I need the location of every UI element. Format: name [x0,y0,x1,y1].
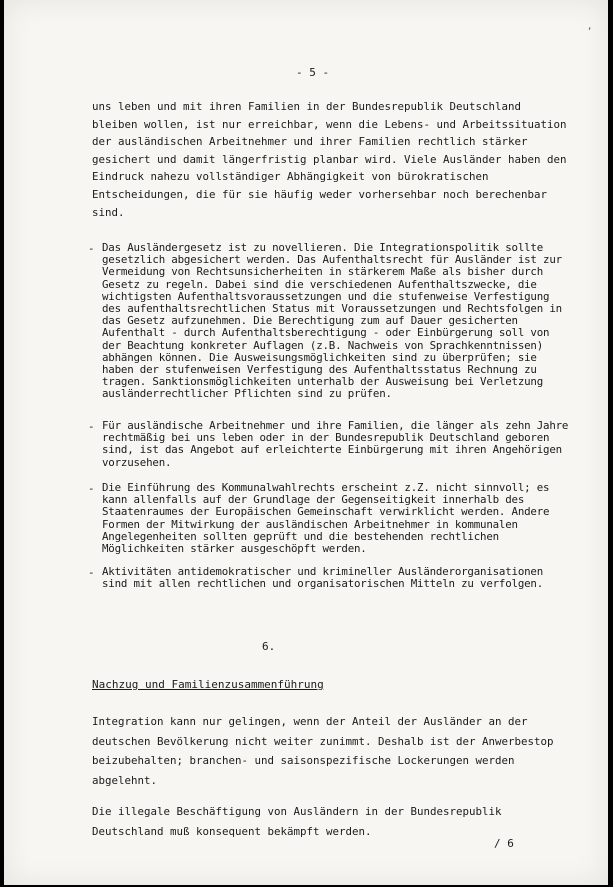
paragraph-illegal-employment: Die illegale Beschäftigung von Ausländern in der Bundesrepublik Deutschland muß konsequent bekämpft werden. [92,805,502,838]
bullet-dash: - [88,420,95,433]
page-number: - 5 - [296,66,330,79]
section-heading: Nachzug und Familienzusammenführung [92,678,324,691]
bullet-dash: - [88,482,95,495]
bullet-text: Für ausländische Arbeitnehmer und ihre Familien, die länger als zehn Jahre rechtmäßig bei uns leben oder in der Bundesrepublik Deutschland geboren sind, ist das Angebot auf erleichterte Einbürgerung mit ihren Angehörigen vorzusehen. [102,419,569,469]
bullet-text: Das Ausländergesetz ist zu novellieren. Die Integrationspolitik sollte gesetzlich abgesichert werden. Das Aufenthaltsrecht für Ausländer ist zur Vermeidung von Rechtsunsicherheiten in stärkerem Maße als bisher durch Gesetz zu regeln. Dabei sind die verschiedenen Aufenthaltszwecke, die wichtigsten Aufenthaltsvoraussetzungen und die stufenweise Verfestigung des aufenthaltsrechtlichen Status mit Voraussetzungen und Rechtsfolgen in das Gesetz aufzunehmen. Die Berechtigung zum auf Dauer gesicherten Aufenthalt - durch Aufenthaltsberechtigung - oder Einbürgerung soll von der Beachtung konkreter Auflagen (z.B. Nachweis von Sprachkenntnissen) abhängen können. Die Ausweisungsmöglichkeiten sind zu überprüfen; sie haben der stufenweisen Verfestigung des Aufenthaltsstatus Rechnung zu tragen. Sanktionsmöglichkeiten unterhalb der Ausweisung bei Verletzung ausländerrechtlicher Pflichten sind zu prüfen. [102,241,562,401]
scan-border-right [608,0,613,887]
bullet-text: Die Einführung des Kommunalwahlrechts erscheint z.Z. nicht sinnvoll; es kann allenfalls auf der Grundlage der Gegenseitigkeit innerhalb des Staatenraumes der Europäischen Gemeinschaft verwirklicht werden. Andere Formen der Mitwirkung der ausländischen Arbeitnehmer in kommunalen Angelegenheiten sollten geprüft und die bestehenden rechtlichen Möglichkeiten stärker ausgeschöpft werden. [102,481,550,556]
bullet-text: Aktivitäten antidemokratischer und krimineller Ausländerorganisationen sind mit allen rechtlichen und organisatorischen Mitteln zu verfolgen. [102,565,544,591]
paragraph-continuation: uns leben und mit ihren Familien in der Bundesrepublik Deutschland bleiben wollen, ist nur erreichbar, wenn die Lebens- und Arbeitssituation der ausländischen Arbeitnehmer und ihrer Familien rechtlich stärker gesichert und damit längerfristig planbar wird. Viele Ausländer haben den Eindruck nahezu vollständiger Abhängigkeit von bürokratischen Entscheidungen, die für sie häufig weder vorhersehbar noch berechenbar sind. [92,100,567,219]
section-number: 6. [262,640,276,653]
corner-mark: , [587,22,593,32]
next-page-marker: / 6 [494,837,514,850]
bullet-dash: - [88,242,95,255]
document-page [4,0,608,885]
paragraph-integration: Integration kann nur gelingen, wenn der Anteil der Ausländer an der deutschen Bevölkerung nicht weiter zunimmt. Deshalb ist der Anwerbestop beizubehalten; branchen- und saisonspezifische Lockerungen werden abgelehnt. [92,715,554,787]
bullet-dash: - [88,566,95,579]
